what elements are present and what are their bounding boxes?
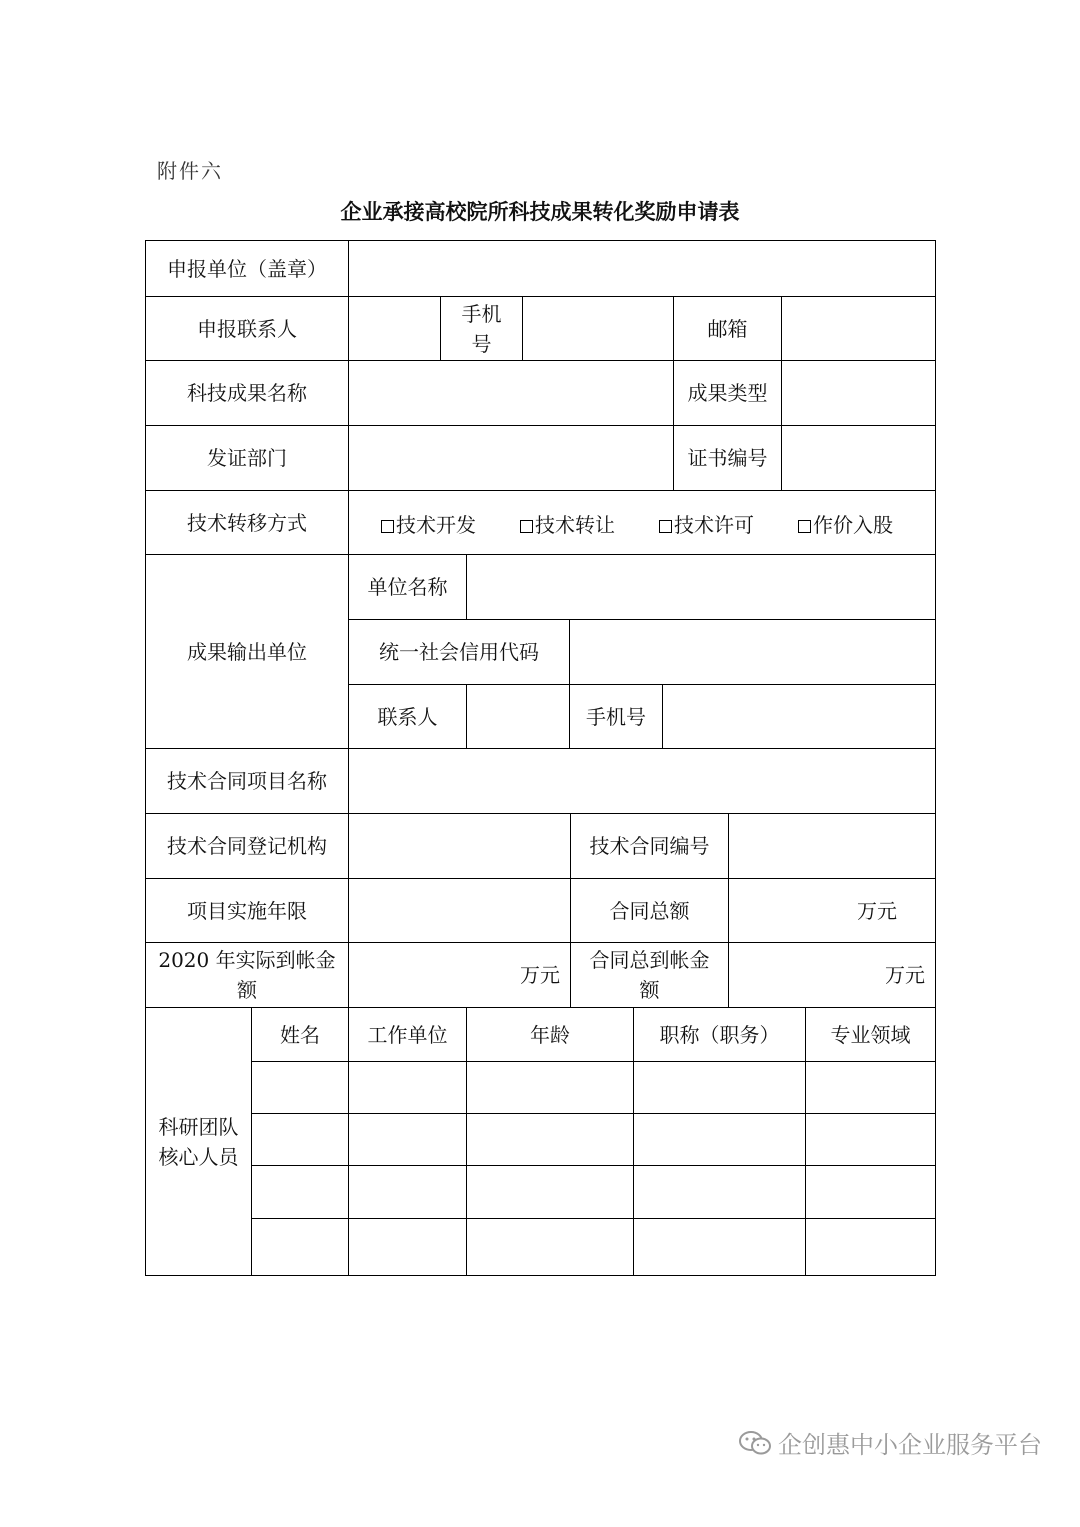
contract-no-field[interactable]	[729, 814, 935, 878]
checkbox-icon[interactable]	[659, 520, 672, 533]
option-tech-transfer[interactable]	[520, 509, 615, 538]
team-header-title: 职称（职务）	[659, 1022, 780, 1047]
credit-code-field[interactable]	[570, 620, 935, 684]
contract-no-label: 技术合同编号	[589, 834, 710, 858]
contract-project-name-field[interactable]	[349, 749, 935, 813]
team-row[interactable]	[252, 1062, 935, 1113]
achievement-name-label: 科技成果名称	[187, 381, 307, 405]
team-row[interactable]	[252, 1219, 935, 1275]
team-header-field: 专业领域	[830, 1022, 911, 1047]
project-period-label: 项目实施年限	[187, 898, 307, 923]
email-label: 邮箱	[707, 316, 748, 341]
issuing-dept-label: 发证部门	[207, 446, 287, 470]
mobile-field[interactable]	[523, 297, 673, 360]
issuing-dept-field[interactable]	[349, 426, 673, 490]
team-label-line1: 科研团队	[158, 1114, 239, 1139]
mobile-label-line1: 手机	[461, 301, 502, 326]
actual-funds-2020-label	[146, 943, 348, 1007]
watermark	[738, 1425, 1042, 1460]
team-row[interactable]	[252, 1166, 935, 1218]
contract-registry-field[interactable]	[349, 814, 570, 878]
contract-total-received-line2: 额	[639, 978, 660, 1002]
unit-name-field[interactable]	[467, 555, 935, 619]
option-tech-license[interactable]	[659, 509, 754, 538]
checkbox-icon[interactable]	[520, 520, 533, 533]
contract-total-field[interactable]	[729, 879, 935, 942]
unit-name-label: 单位名称	[367, 575, 448, 599]
team-label-line2: 核心人员	[158, 1144, 239, 1169]
contact-person-field[interactable]	[349, 297, 440, 360]
option-label: 作价入股	[813, 513, 893, 537]
certificate-no-label: 证书编号	[687, 446, 768, 470]
transfer-method-label: 技术转移方式	[187, 510, 307, 535]
team-header-name: 姓名	[280, 1022, 320, 1047]
option-tech-development[interactable]	[381, 509, 476, 538]
achievement-name-field[interactable]	[349, 361, 673, 425]
checkbox-icon[interactable]	[381, 520, 394, 533]
contract-total-received-line1: 合同总到帐金	[589, 948, 710, 972]
unit-wan: 万元	[520, 963, 560, 987]
attachment-label: 附件六	[157, 159, 223, 183]
actual-funds-2020-field[interactable]	[349, 943, 570, 1007]
achievement-type-field[interactable]	[782, 361, 935, 425]
certificate-no-field[interactable]	[782, 426, 935, 490]
team-row[interactable]	[252, 1114, 935, 1165]
applicant-unit-label: 申报单位（盖章）	[167, 256, 327, 281]
option-label: 技术许可	[674, 513, 754, 537]
contract-project-name-label: 技术合同项目名称	[167, 769, 327, 793]
wechat-icon	[738, 1430, 772, 1456]
team-header-workplace: 工作单位	[367, 1022, 448, 1047]
achievement-type-label: 成果类型	[687, 381, 768, 405]
contact-person-label: 申报联系人	[197, 316, 297, 341]
option-label: 技术开发	[396, 513, 476, 537]
actual-funds-2020-line1: 2020 年实际到帐金	[158, 948, 336, 972]
contract-total-label: 合同总额	[609, 898, 690, 923]
contract-registry-label: 技术合同登记机构	[167, 834, 327, 858]
output-unit-label: 成果输出单位	[187, 639, 307, 664]
applicant-unit-field[interactable]	[349, 241, 935, 296]
email-field[interactable]	[782, 297, 935, 360]
mobile-label	[441, 297, 522, 360]
contract-total-received-label	[571, 943, 728, 1007]
checkbox-icon[interactable]	[798, 520, 811, 533]
option-label: 技术转让	[535, 513, 615, 537]
form-title: 企业承接高校院所科技成果转化奖励申请表	[340, 199, 740, 224]
transfer-method-options	[349, 491, 935, 554]
team-label	[146, 1008, 251, 1275]
output-mobile-field[interactable]	[663, 685, 935, 748]
contract-total-received-field[interactable]	[729, 943, 935, 1007]
option-equity-investment[interactable]	[798, 509, 893, 538]
mobile-label-line2: 号	[471, 331, 492, 356]
credit-code-label: 统一社会信用代码	[379, 640, 539, 664]
unit-wan: 万元	[885, 963, 925, 987]
output-mobile-label: 手机号	[586, 704, 646, 729]
output-contact-field[interactable]	[467, 685, 569, 748]
actual-funds-2020-line2: 额	[237, 978, 257, 1002]
team-header-age: 年龄	[530, 1022, 570, 1047]
output-contact-label: 联系人	[377, 704, 438, 729]
project-period-field[interactable]	[349, 879, 570, 942]
unit-wan: 万元	[857, 898, 897, 923]
watermark-text: 企创惠中小企业服务平台	[778, 1431, 1042, 1459]
